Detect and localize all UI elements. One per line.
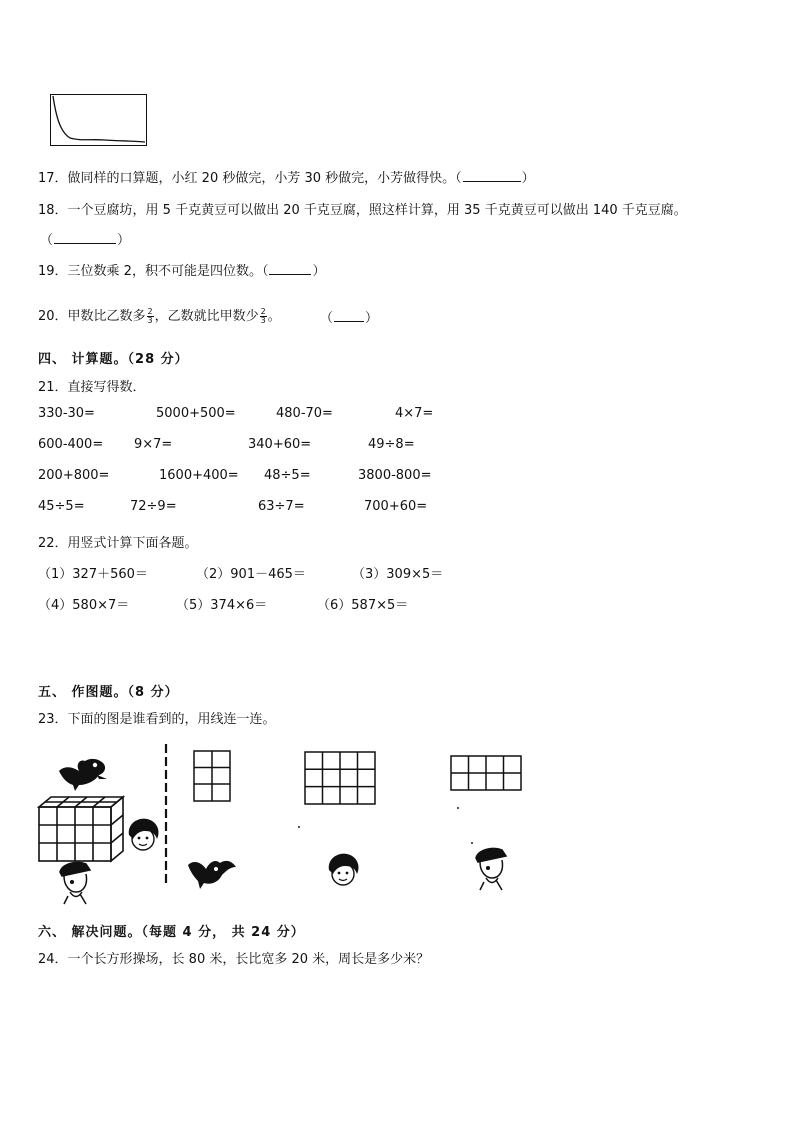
- dashed-divider: [163, 744, 169, 886]
- question-20-open: （: [320, 311, 334, 326]
- view-grid-4x2: [450, 755, 522, 791]
- calc-item: 63÷7=: [258, 499, 305, 514]
- question-19: [38, 260, 325, 279]
- question-22: 22．用竖式计算下面各题。: [38, 536, 198, 551]
- calc-item: 330-30=: [38, 406, 95, 421]
- vertical-calc-item: （2）901－465＝: [196, 567, 306, 582]
- section-4-title: 四、 计算题。（28 分）: [38, 352, 189, 367]
- vertical-calc-item: （6）587×5＝: [317, 598, 409, 613]
- dot-mark: [457, 807, 459, 809]
- question-20-text-b: ，乙数就比甲数少: [154, 309, 259, 324]
- view-grid-4x3: [304, 751, 376, 805]
- question-20: [38, 305, 281, 325]
- question-18-open: （: [40, 233, 54, 248]
- dot-mark: [471, 842, 473, 844]
- vertical-calc-item: （3）309×5＝: [352, 567, 444, 582]
- calc-item: 9×7=: [134, 437, 173, 452]
- question-17: [38, 167, 535, 186]
- question-18: [38, 199, 687, 218]
- decay-curve-figure: [50, 94, 147, 146]
- vertical-calc-item: （1）327＋560＝: [38, 567, 148, 582]
- calc-item: 72÷9=: [130, 499, 177, 514]
- calc-item: 480-70=: [276, 406, 333, 421]
- fraction-two-thirds: $\frac{2}{3}$: [260, 307, 266, 325]
- question-18-answer: [40, 229, 130, 248]
- answer-blank-20[interactable]: [334, 309, 364, 322]
- calc-item: 700+60=: [364, 499, 428, 514]
- question-17-close: ）: [521, 171, 535, 186]
- dot-mark: [298, 826, 300, 828]
- answer-blank-19[interactable]: [269, 262, 311, 275]
- calc-item: 49÷8=: [368, 437, 415, 452]
- calc-item: 4×7=: [395, 406, 434, 421]
- cube-stack-figure: [38, 795, 128, 863]
- calc-item: 5000+500=: [156, 406, 236, 421]
- question-19-close: ）: [312, 264, 326, 279]
- calc-item: 45÷5=: [38, 499, 85, 514]
- calc-item: 3800-800=: [358, 468, 432, 483]
- question-20-close: ）: [365, 311, 379, 326]
- fraction-two-thirds: $\frac{2}{3}$: [147, 307, 153, 325]
- question-24: 24．一个长方形操场，长 80 米，长比宽多 20 米，周长是多少米？: [38, 952, 430, 967]
- calc-item: 48÷5=: [264, 468, 311, 483]
- section-5-title: 五、 作图题。（8 分）: [38, 685, 179, 700]
- answer-blank-17[interactable]: [463, 169, 521, 182]
- calc-item: 200+800=: [38, 468, 110, 483]
- bird-icon: [186, 855, 238, 891]
- question-19-text: 19．三位数乘 2，积不可能是四位数。（: [38, 264, 269, 279]
- vertical-calc-item: （4）580×7＝: [38, 598, 130, 613]
- view-grid-2x3: [193, 750, 231, 802]
- question-18-close: ）: [117, 233, 131, 248]
- question-20-text-c: 。: [267, 309, 281, 324]
- question-21: 21．直接写得数．: [38, 380, 146, 395]
- section-6-title: 六、 解决问题。（每题 4 分， 共 24 分）: [38, 925, 305, 940]
- bird-icon: [57, 757, 109, 793]
- boy-with-hat-icon: [56, 860, 94, 904]
- question-17-text: 17．做同样的口算题，小红 20 秒做完，小芳 30 秒做完，小芳做得快。（: [38, 171, 462, 186]
- vertical-calc-item: （5）374×6＝: [176, 598, 268, 613]
- girl-face-icon: [125, 817, 161, 855]
- question-18-text: 18．一个豆腐坊，用 5 千克黄豆可以做出 20 千克豆腐，照这样计算，用 35 千克黄豆可以做出 140 千克豆腐。: [38, 203, 687, 218]
- calc-item: 600-400=: [38, 437, 104, 452]
- calc-item: 340+60=: [248, 437, 312, 452]
- question-20-text-a: 20．甲数比乙数多: [38, 309, 146, 324]
- boy-with-hat-icon: [472, 846, 510, 890]
- answer-blank-18[interactable]: [54, 231, 116, 244]
- calc-item: 1600+400=: [159, 468, 239, 483]
- question-20-answer: [320, 307, 378, 326]
- question-23: 23．下面的图是谁看到的，用线连一连。: [38, 712, 276, 727]
- girl-face-icon: [325, 852, 361, 890]
